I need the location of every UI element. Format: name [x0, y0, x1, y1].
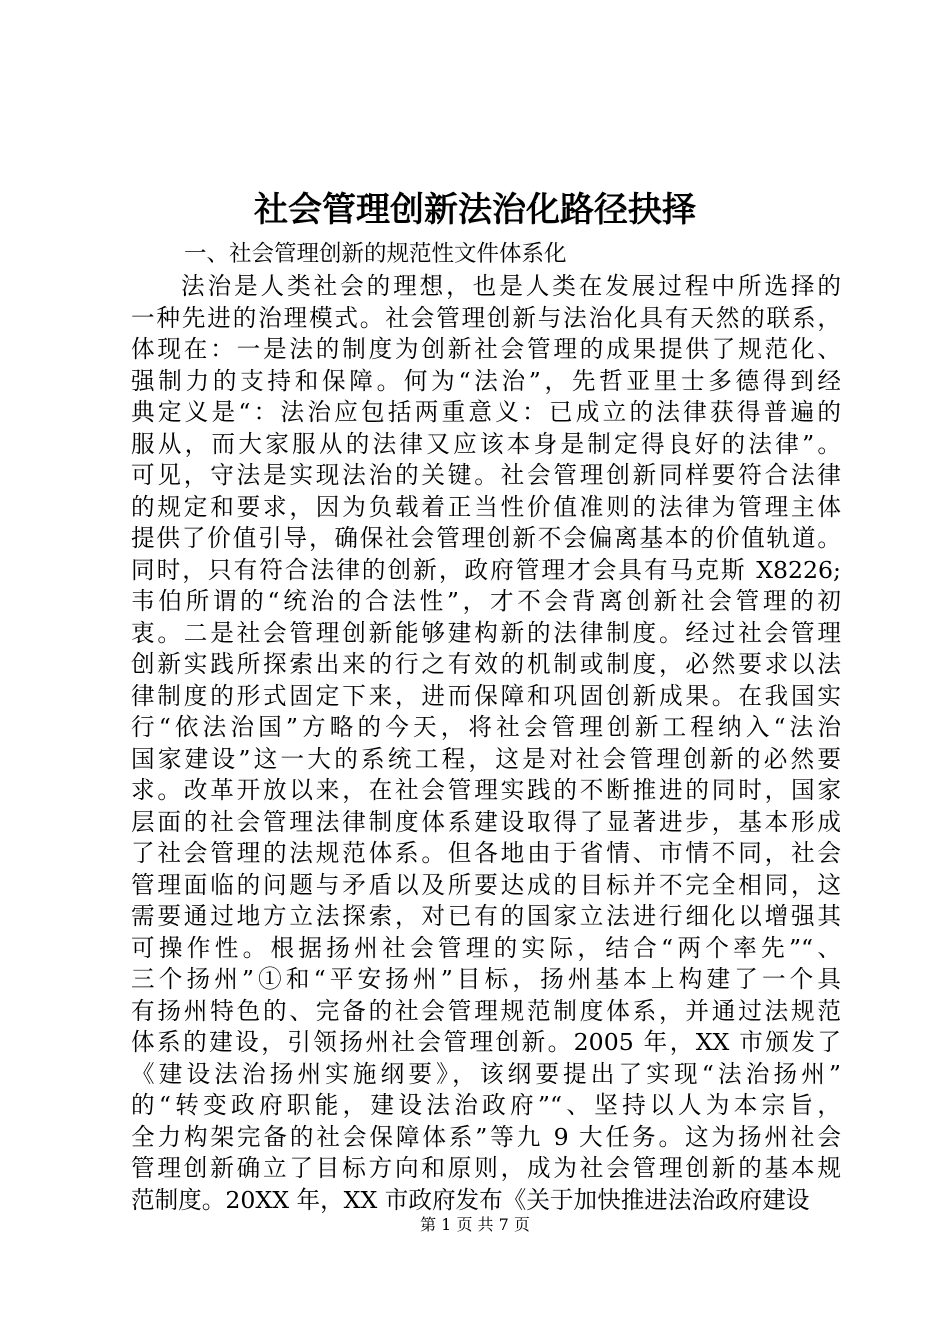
body-line: 需要通过地方立法探索，对已有的国家立法进行细化以增强其 [131, 902, 841, 930]
body-line: 强制力的支持和保障。何为“法治”，先哲亚里士多德得到经 [131, 366, 841, 395]
body-line: 可操作性。根据扬州社会管理的实际，结合“两个率先”“、 [131, 933, 841, 962]
body-line: 典定义是“：法治应包括两重意义：已成立的法律获得普遍的 [131, 398, 841, 426]
body-line: 有扬州特色的、完备的社会管理规范制度体系，并通过法规范 [131, 996, 841, 1025]
body-line: 律制度的形式固定下来，进而保障和巩固创新成果。在我国实 [131, 681, 841, 710]
document-title: 社会管理创新法治化路径抉择 [254, 190, 696, 230]
body-line: 韦伯所谓的“统治的合法性”，才不会背离创新社会管理的初 [131, 587, 841, 615]
body-line: 国家建设”这一大的系统工程，这是对社会管理创新的必然要 [131, 744, 841, 773]
body-line: 法治是人类社会的理想，也是人类在发展过程中所选择的 [181, 272, 841, 300]
body-line: 的“转变政府职能，建设法治政府”“、坚持以人为本宗旨， [131, 1091, 841, 1119]
body-line: 全力构架完备的社会保障体系”等九 9 大任务。这为扬州社会 [131, 1122, 841, 1151]
page-footer: 第 1 页 共 7 页 [420, 1215, 530, 1234]
body-line: 服从，而大家服从的法律又应该本身是制定得良好的法律”。 [131, 429, 841, 458]
body-line: 的规定和要求，因为负载着正当性价值准则的法律为管理主体 [131, 492, 841, 521]
body-line: 范制度。20XX 年，XX 市政府发布《关于加快推进法治政府建设 [131, 1185, 810, 1214]
body-line: 提供了价值引导，确保社会管理创新不会偏离基本的价值轨道。 [131, 524, 841, 552]
body-line: 层面的社会管理法律制度体系建设取得了显著进步，基本形成 [131, 807, 841, 836]
body-line: 一种先进的治理模式。社会管理创新与法治化具有天然的联系， [131, 303, 841, 332]
section-heading: 一、社会管理创新的规范性文件体系化 [184, 241, 567, 267]
body-line: 体系的建设，引领扬州社会管理创新。2005 年，XX 市颁发了 [131, 1028, 841, 1056]
body-line: 管理创新确立了目标方向和原则，成为社会管理创新的基本规 [131, 1154, 841, 1182]
body-line: 了社会管理的法规范体系。但各地由于省情、市情不同，社会 [131, 839, 841, 867]
body-line: 体现在：一是法的制度为创新社会管理的成果提供了规范化、 [131, 335, 841, 363]
body-line: 求。改革开放以来，在社会管理实践的不断推进的同时，国家 [131, 776, 841, 804]
body-line: 可见，守法是实现法治的关键。社会管理创新同样要符合法律 [131, 461, 841, 489]
body-line: 创新实践所探索出来的行之有效的机制或制度，必然要求以法 [131, 650, 841, 678]
body-line: 《建设法治扬州实施纲要》，该纲要提出了实现“法治扬州” [131, 1059, 841, 1088]
body-line: 管理面临的问题与矛盾以及所要达成的目标并不完全相同，这 [131, 870, 841, 899]
body-line: 三个扬州”①和“平安扬州”目标，扬州基本上构建了一个具 [131, 965, 841, 993]
body-line: 同时，只有符合法律的创新，政府管理才会具有马克斯 X8226; [131, 555, 841, 584]
body-paragraph [131, 271, 841, 1216]
body-line: 行“依法治国”方略的今天，将社会管理创新工程纳入“法治 [131, 713, 841, 741]
body-line: 衷。二是社会管理创新能够建构新的法律制度。经过社会管理 [131, 618, 841, 647]
